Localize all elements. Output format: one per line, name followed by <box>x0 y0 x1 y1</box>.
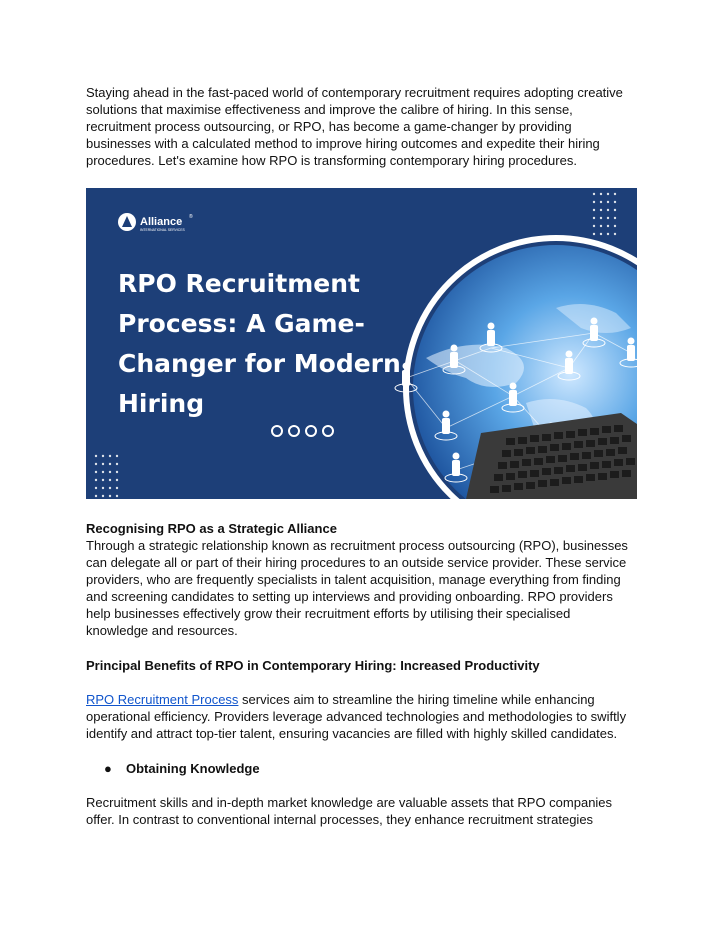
banner-title-line-4: Hiring <box>118 389 205 418</box>
banner-title-line-1: RPO Recruitment <box>118 269 360 298</box>
alliance-logo <box>118 213 193 232</box>
bullet-symbol: ● <box>104 761 112 776</box>
section-body-knowledge: Recruitment skills and in-depth market knowledge are valuable assets that RPO companies offer. In contrast to conventional internal processes, they enhance recruitment strategies <box>86 795 613 827</box>
section-body-strategic-alliance: Through a strategic relationship known as recruitment process outsourcing (RPO), businesses can delegate all or part of their hiring procedures to an outside service provider. These service providers, who are frequently specialists in talent acquisition, manage everything from finding and screening candidates to setting up interviews and providing onboarding. RPO providers help businesses effectively grow their recruitment efforts by utilising their specialised knowledge and resources. <box>86 538 628 638</box>
logo-registered-mark: ® <box>189 214 193 220</box>
bullet-item-obtaining-knowledge <box>104 760 260 777</box>
intro-paragraph: Staying ahead in the fast-paced world of contemporary recruitment requires adopting creative solutions that maximise effectiveness and improve the calibre of hiring. In this sense, recruitment process outsourcing, or RPO, has become a game-changer by providing businesses with a calculated method to improve hiring outcomes and expedite their hiring procedures. Let's examine how RPO is transforming contemporary hiring procedures. <box>86 85 623 168</box>
benefits-body-text: services aim to streamline the hiring timeline while enhancing operational efficiency. Providers leverage advanced technologies and methodologies to swiftly identify and attract top-tier talent, ensuring vacancies are filled with highly skilled candidates. <box>86 692 627 741</box>
banner-image <box>86 188 637 499</box>
section-heading-strategic-alliance: Recognising RPO as a Strategic Alliance <box>86 521 337 536</box>
section-body-benefits <box>86 691 636 742</box>
bullet-label: Obtaining Knowledge <box>126 761 260 776</box>
logo-name: Alliance <box>140 216 183 228</box>
section-heading-benefits: Principal Benefits of RPO in Contemporary Hiring: Increased Productivity <box>86 658 540 673</box>
banner-title-line-3: Changer for Modern <box>118 349 401 378</box>
banner-title-line-2: Process: A Game- <box>118 309 365 338</box>
rpo-recruitment-process-link[interactable]: RPO Recruitment Process <box>86 692 239 707</box>
logo-subtitle: INTERNATIONAL SERVICES <box>140 228 185 232</box>
